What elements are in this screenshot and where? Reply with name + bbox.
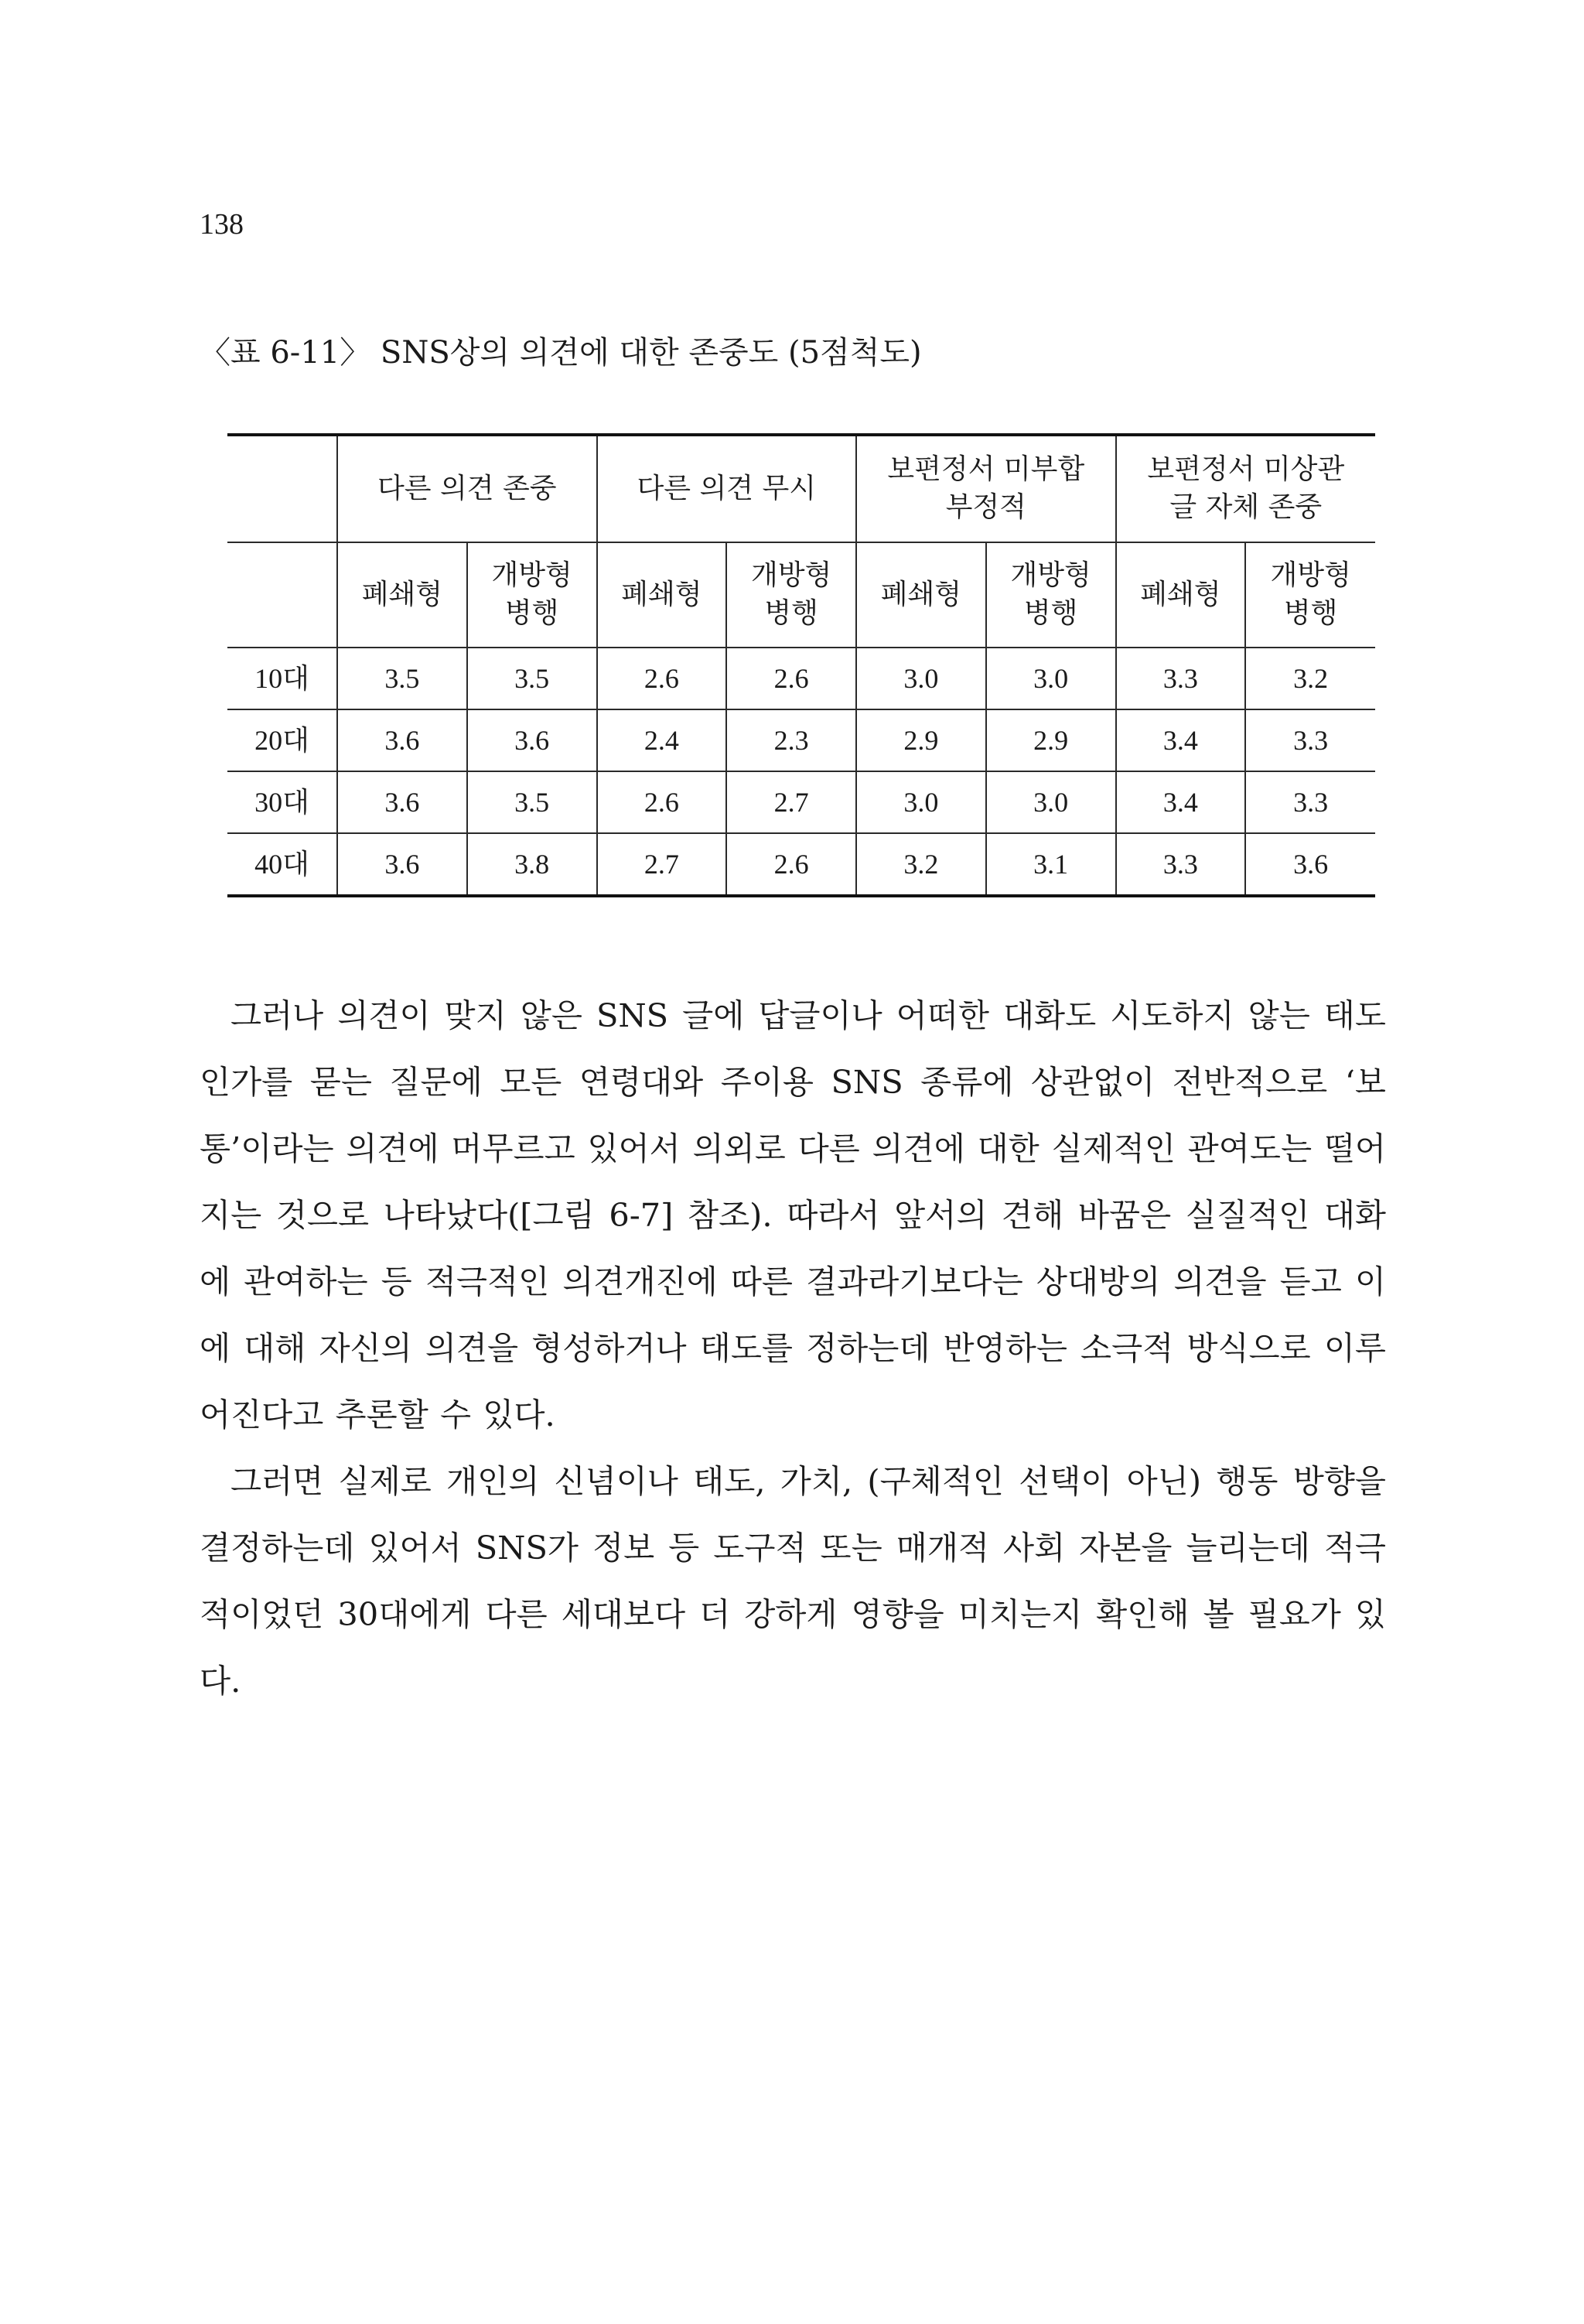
- table-cell: 2.3: [726, 709, 856, 771]
- table-cell: 3.3: [1116, 833, 1246, 896]
- table-cell: 2.9: [986, 709, 1116, 771]
- table-cell: 3.5: [337, 648, 467, 709]
- table-cell: 2.4: [597, 709, 727, 771]
- paragraph: 그러나 의견이 맞지 않은 SNS 글에 답글이나 어떠한 대화도 시도하지 않는 태도인가를 묻는 질문에 모든 연령대와 주이용 SNS 종류에 상관없이 전반적으로 ‘보통’이라는 의견에 머무르고 있어서 의외로 다른 의견에 대한 실제적인 관여도는 떨어지는 것으로 나타났다([그림 6-7] 참조). 따라서 앞서의 견해 바꿈은 실질적인 대화에 관여하는 등 적극적인 의견개진에 따른 결과라기보다는 상대방의 의견을 듣고 이에 대해 자신의 의견을 형성하거나 태도를 정하는데 반영하는 소극적 방식으로 이루어진다고 추론할 수 있다.: [200, 996, 1386, 1434]
- sub-header-cell: 개방형 병행: [986, 542, 1116, 648]
- sub-header-cell: 폐쇄형: [1116, 542, 1246, 648]
- table-cell: 2.6: [726, 833, 856, 896]
- empty-corner-cell: [227, 435, 337, 542]
- group-header-cell: 다른 의견 존중: [337, 435, 597, 542]
- table-cell: 3.4: [1116, 709, 1246, 771]
- sub-header-cell: 개방형 병행: [1245, 542, 1375, 648]
- table-cell: 3.6: [337, 833, 467, 896]
- table-caption: 〈표 6-11〉 SNS상의 의견에 대한 존중도 (5점척도): [200, 335, 922, 371]
- sub-header-cell: 개방형 병행: [467, 542, 597, 648]
- table-cell: 3.8: [467, 833, 597, 896]
- table-cell: 3.3: [1116, 648, 1246, 709]
- sub-header-row: [227, 542, 1375, 648]
- table-cell: 3.0: [856, 648, 986, 709]
- table-cell: 2.7: [726, 771, 856, 833]
- table-row: [227, 833, 1375, 896]
- table-cell: 3.0: [986, 648, 1116, 709]
- table-cell: 3.3: [1245, 709, 1375, 771]
- table-cell: 2.9: [856, 709, 986, 771]
- table-row: [227, 648, 1375, 709]
- sub-header-cell: 폐쇄형: [856, 542, 986, 648]
- table-cell: 3.5: [467, 648, 597, 709]
- sub-header-cell: 개방형 병행: [726, 542, 856, 648]
- table-cell: 3.6: [337, 709, 467, 771]
- empty-corner-cell: [227, 542, 337, 648]
- table-cell: 3.6: [467, 709, 597, 771]
- table-cell: 3.4: [1116, 771, 1246, 833]
- table-cell: 2.7: [597, 833, 727, 896]
- group-header-cell: 보편정서 미상관 글 자체 존중: [1116, 435, 1376, 542]
- table-cell: 3.0: [986, 771, 1116, 833]
- group-header-row: [227, 435, 1375, 542]
- page-number: 138: [200, 208, 244, 241]
- table-cell: 3.3: [1245, 771, 1375, 833]
- paragraph: 그러면 실제로 개인의 신념이나 태도, 가치, (구체적인 선택이 아닌) 행동 방향을 결정하는데 있어서 SNS가 정보 등 도구적 또는 매개적 사회 자본을 늘리는데 적극적이었던 30대에게 다른 세대보다 더 강하게 영향을 미치는지 확인해 볼 필요가 있다.: [200, 1462, 1386, 1700]
- table-cell: 3.0: [856, 771, 986, 833]
- table-cell: 3.6: [337, 771, 467, 833]
- table-cell: 2.6: [597, 771, 727, 833]
- table-cell: 3.6: [1245, 833, 1375, 896]
- row-label: 40대: [227, 833, 337, 896]
- table-cell: 3.1: [986, 833, 1116, 896]
- table-cell: 3.2: [856, 833, 986, 896]
- table-row: [227, 709, 1375, 771]
- sub-header-cell: 폐쇄형: [597, 542, 727, 648]
- row-label: 20대: [227, 709, 337, 771]
- row-label: 10대: [227, 648, 337, 709]
- respect-score-table: [227, 433, 1375, 897]
- table-cell: 3.2: [1245, 648, 1375, 709]
- table-cell: 2.6: [597, 648, 727, 709]
- table-cell: 2.6: [726, 648, 856, 709]
- table-row: [227, 771, 1375, 833]
- body-text: [200, 983, 1386, 1714]
- table-cell: 3.5: [467, 771, 597, 833]
- row-label: 30대: [227, 771, 337, 833]
- group-header-cell: 보편정서 미부합 부정적: [856, 435, 1116, 542]
- sub-header-cell: 폐쇄형: [337, 542, 467, 648]
- group-header-cell: 다른 의견 무시: [597, 435, 857, 542]
